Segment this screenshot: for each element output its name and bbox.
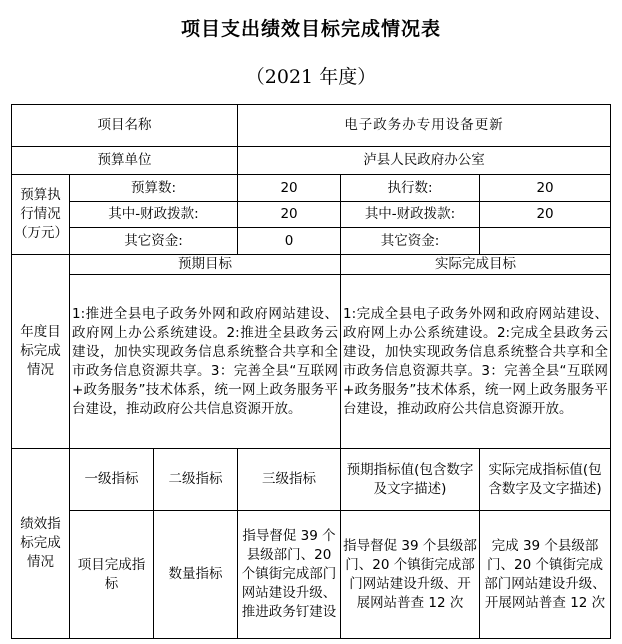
indicators-label: 绩效指标完成情况 (12, 449, 70, 639)
budget-amount-label: 预算数: (70, 175, 238, 202)
project-name-label: 项目名称 (12, 105, 238, 147)
indicator-row (12, 511, 611, 639)
fiscal-budget-value: 20 (238, 202, 341, 228)
level2-header: 二级指标 (154, 449, 238, 511)
document-title: 项目支出绩效目标完成情况表 (180, 18, 441, 40)
fiscal-exec-label: 其中-财政拨款: (341, 202, 480, 228)
indicator-level3: 指导督促 39 个县级部门、20 个镇街完成部门网站建设升级、推进政务钉建设 (238, 511, 341, 639)
level3-header: 三级指标 (238, 449, 341, 511)
project-name-value: 电子政务办专用设备更新 (238, 105, 611, 147)
budget-unit-value: 泸县人民政府办公室 (238, 147, 611, 175)
budget-unit-label: 预算单位 (12, 147, 238, 175)
fiscal-row (12, 202, 611, 228)
indicator-level1: 项目完成指标 (70, 511, 154, 639)
execution-amount-value: 20 (480, 175, 611, 202)
annual-goals-header-row (12, 255, 611, 275)
other-funds-row (12, 228, 611, 255)
other-exec-label: 其它资金: (341, 228, 480, 255)
budget-unit-row (12, 147, 611, 175)
fiscal-budget-label: 其中-财政拨款: (70, 202, 238, 228)
budget-row (12, 175, 611, 202)
indicator-header-row (12, 449, 611, 511)
indicator-level2: 数量指标 (154, 511, 238, 639)
actual-value-header: 实际完成指标值(包含数字及文字描述) (480, 449, 611, 511)
budget-execution-label: 预算执行情况（万元） (12, 175, 70, 255)
other-budget-value: 0 (238, 228, 341, 255)
project-name-row (12, 105, 611, 147)
actual-goals-text: 1:完成全县电子政务外网和政府网站建设、政府网上办公系统建设。2:完成全县政务云建设，加快实现政务信息系统整合共享和全市政务信息资源共享。3：完善全县“互联网+政务服务”技术体系，统一网上政务服务平台建设，推动政府公共信息资源开放。 (341, 275, 611, 449)
performance-table (11, 104, 611, 639)
annual-goals-content-row (12, 275, 611, 449)
fiscal-exec-value: 20 (480, 202, 611, 228)
expected-goals-text: 1:推进全县电子政务外网和政府网站建设、政府网上办公系统建设。2:推进全县政务云建设，加快实现政务信息系统整合共享和全市政务信息资源共享。3：完善全县“互联网+政务服务”技术体系，统一网上政务服务平台建设，推动政府公共信息资源开放。 (70, 275, 341, 449)
expected-goals-header: 预期目标 (70, 255, 341, 275)
other-exec-value (480, 228, 611, 255)
annual-goals-label: 年度目标完成情况 (12, 255, 70, 449)
expected-value-header: 预期指标值(包含数字及文字描述) (341, 449, 480, 511)
indicator-expected-value: 指导督促 39 个县级部门、20 个镇街完成部门网站建设升级、开展网站普查 12 次 (341, 511, 480, 639)
other-budget-label: 其它资金: (70, 228, 238, 255)
level1-header: 一级指标 (70, 449, 154, 511)
execution-amount-label: 执行数: (341, 175, 480, 202)
actual-goals-header: 实际完成目标 (341, 255, 611, 275)
document-subtitle: （2021 年度） (245, 66, 377, 88)
indicator-actual-value: 完成 39 个县级部门、20 个镇街完成部门网站建设升级、开展网站普查 12 次 (480, 511, 611, 639)
budget-amount-value: 20 (238, 175, 341, 202)
